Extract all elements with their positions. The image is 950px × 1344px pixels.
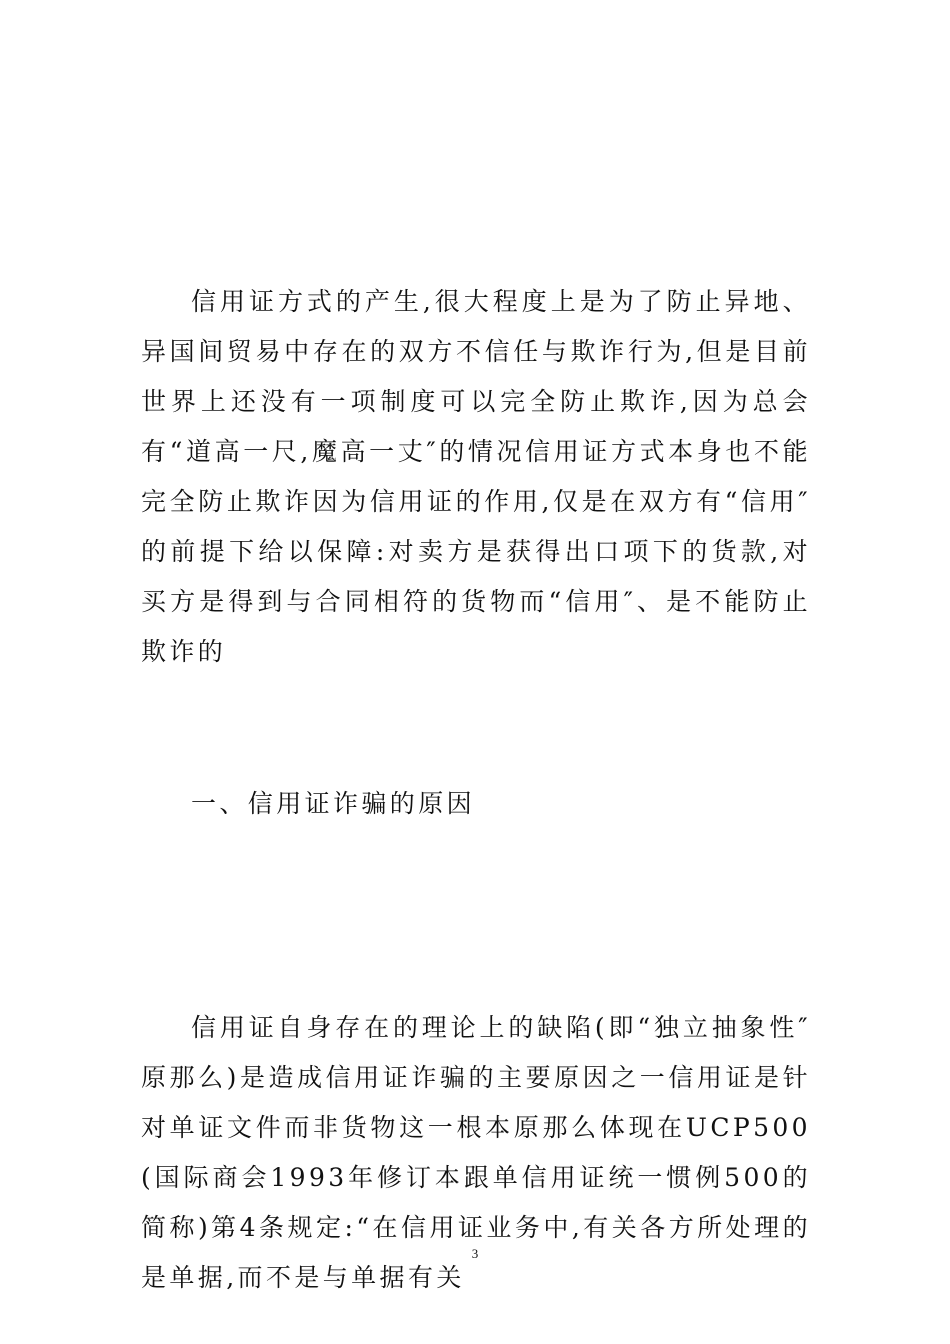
section-heading: 一、信用证诈骗的原因 — [191, 789, 476, 818]
body-paragraph: 信用证自身存在的理论上的缺陷(即“独立抽象性″原那么)是造成信用证诈骗的主要原因之一信用证是针对单证文件而非货物这一根本原那么体现在UCP500(国际商会1993年修订本跟单信用证统一惯例500的简称)第4条规定:“在信用证业务中,有关各方所处理的是单据,而不是与单据有关 — [141, 1013, 811, 1292]
intro-paragraph: 信用证方式的产生,很大程度上是为了防止异地、异国间贸易中存在的双方不信任与欺诈行为,但是目前世界上还没有一项制度可以完全防止欺诈,因为总会有“道高一尺,魔高一丈″的情况信用证方式本身也不能完全防止欺诈因为信用证的作用,仅是在双方有“信用″的前提下给以保障:对卖方是获得出口项下的货款,对买方是得到与合同相符的货物而“信用″、是不能防止欺诈的 — [141, 287, 811, 666]
page-number: 3 — [471, 1246, 479, 1261]
